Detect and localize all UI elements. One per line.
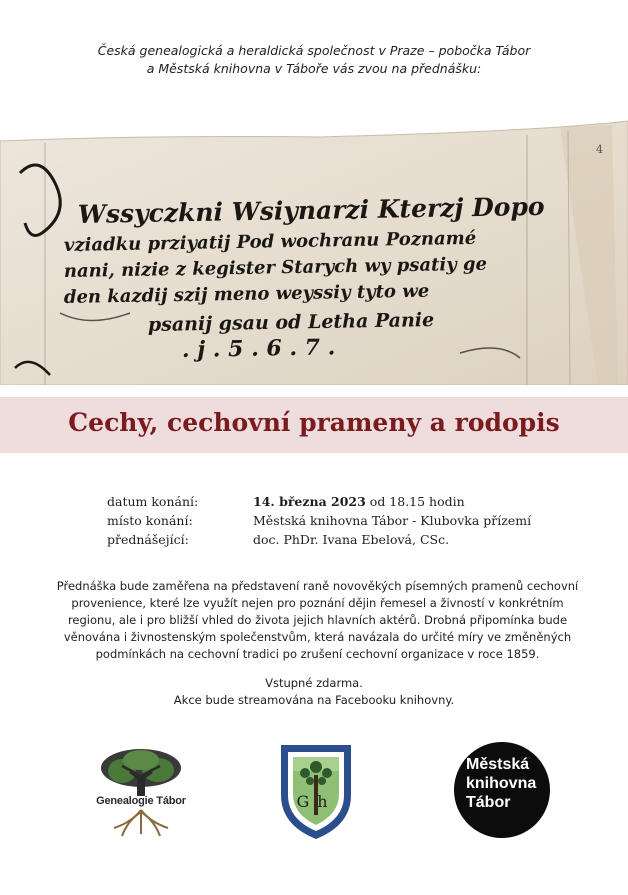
speaker-label: přednášející: bbox=[107, 532, 189, 547]
page-number: 4 bbox=[596, 143, 603, 156]
admission-free: Vstupné zdarma. bbox=[265, 676, 363, 690]
description-line: věnována i živnostenským společenstvům, která navázala do určité míry ve změněných bbox=[63, 630, 572, 644]
place-label: místo konání: bbox=[107, 513, 193, 528]
lecture-title: Cechy, cechovní prameny a rodopis bbox=[68, 408, 560, 437]
lecture-description bbox=[50, 578, 585, 663]
manuscript-line-2: vziadku prziyatij Pod wochranu Poznamé bbox=[63, 227, 477, 256]
date-value-wrap bbox=[253, 492, 465, 511]
event-details bbox=[107, 492, 531, 549]
genealogie-logo-text: Genealogie Tábor bbox=[96, 795, 186, 807]
description-line: provenience, které lze využít nejen pro poznání dějin řemesel a živností v konkrétním bbox=[71, 596, 564, 610]
library-logo-line-1: Městská bbox=[466, 756, 530, 773]
manuscript-line-1: Wssyczkni Wsiynarzi Kterzj Dopo bbox=[77, 191, 545, 229]
header-line-2: a Městská knihovna v Táboře vás zvou na přednášku: bbox=[146, 61, 482, 76]
library-logo-line-3: Tábor bbox=[466, 794, 511, 811]
manuscript-line-5: psanij gsau od Letha Panie bbox=[147, 309, 435, 336]
date-row bbox=[107, 492, 531, 511]
manuscript-line-3: nani, nizie z kegister Starych wy psatiy ge bbox=[63, 253, 488, 282]
date-label: datum konání: bbox=[107, 494, 199, 509]
heraldic-shield-logo bbox=[279, 743, 353, 841]
manuscript-line-4: den kazdij szij meno weyssiy tyto we bbox=[63, 280, 430, 308]
admission-info bbox=[0, 675, 628, 709]
shield-letters: Gh bbox=[296, 792, 336, 811]
place-value: Městská knihovna Tábor - Klubovka přízemí bbox=[253, 513, 532, 528]
library-logo-text bbox=[466, 755, 546, 812]
description-line: podmínkách na cechovní tradici po zrušení cechovní organizace v roce 1859. bbox=[95, 647, 540, 661]
date-value: 14. března 2023 bbox=[253, 494, 366, 509]
invitation-header bbox=[0, 42, 628, 78]
place-row bbox=[107, 511, 531, 530]
speaker-value: doc. PhDr. Ivana Ebelová, CSc. bbox=[253, 532, 450, 547]
description-line: Přednáška bude zaměřena na představení raně novověkých písemných pramenů cechovní bbox=[56, 579, 579, 593]
library-logo-line-2: knihovna bbox=[466, 775, 537, 792]
speaker-row bbox=[107, 530, 531, 549]
description-line: regionu, ale i pro bližší vhled do života jejich hlavních aktérů. Drobná připomínka bude bbox=[67, 613, 568, 627]
manuscript-line-6: . j . 5 . 6 . 7 . bbox=[181, 334, 336, 363]
manuscript-image bbox=[0, 113, 628, 385]
stream-info: Akce bude streamována na Facebooku knihovny. bbox=[173, 693, 455, 707]
header-line-1: Česká genealogická a heraldická společnost v Praze – pobočka Tábor bbox=[97, 43, 531, 58]
genealogie-tree-logo bbox=[92, 746, 190, 840]
time-value: od 18.15 hodin bbox=[369, 494, 465, 509]
